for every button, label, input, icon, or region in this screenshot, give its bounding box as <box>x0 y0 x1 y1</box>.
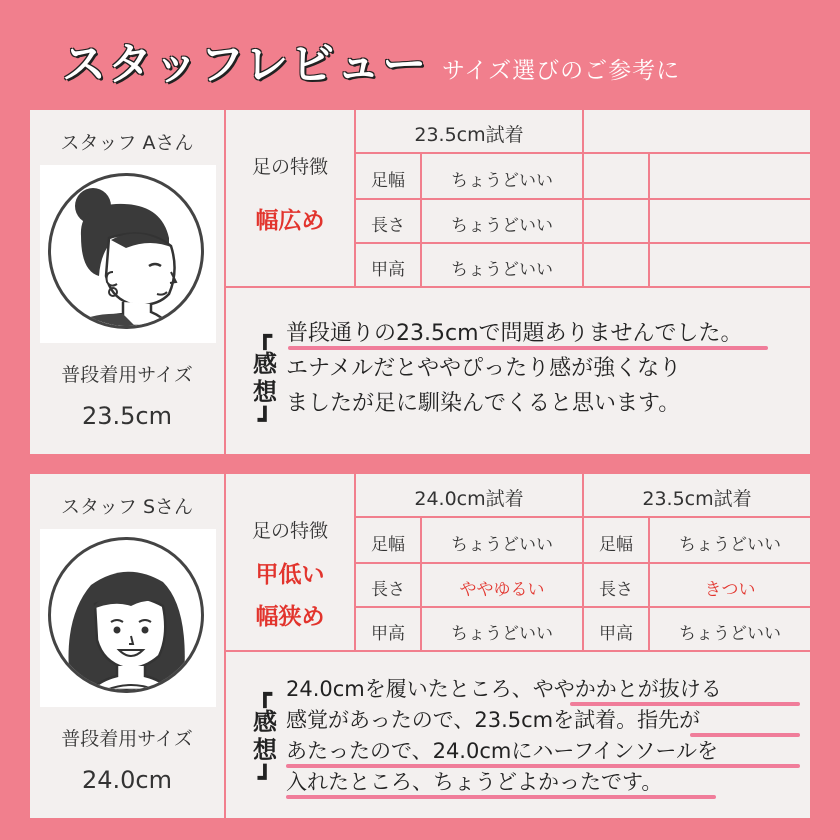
trial-size-header: 24.0cm試着 <box>414 488 524 510</box>
divider <box>226 650 810 652</box>
foot-trait: 甲低い <box>255 562 325 588</box>
divider <box>226 286 810 288</box>
trial-size-header: 23.5cm試着 <box>414 124 524 146</box>
impression-bracket-top: ┏ <box>257 322 273 350</box>
impression-line: 24.0cmを履いたところ、ややかかとが抜ける <box>286 677 722 701</box>
row-value: ちょうどいい <box>679 535 781 555</box>
impression-line: 感覚があったので、23.5cmを試着。指先が <box>286 708 701 732</box>
row-label: 長さ <box>599 580 633 600</box>
page-title: スタッフレビュー <box>62 39 429 90</box>
foot-trait: 幅狭め <box>255 604 325 630</box>
staff-s-profile <box>30 474 226 818</box>
row-label: 甲高 <box>371 624 405 644</box>
staff-a-impression <box>286 316 806 421</box>
impression-line: 普段通りの23.5cmで問題ありませんでした。 <box>286 321 743 346</box>
row-value: きつい <box>704 580 756 600</box>
row-label: 甲高 <box>371 260 405 280</box>
highlight-underline <box>288 346 768 350</box>
row-label: 足幅 <box>371 171 405 191</box>
row-value: ちょうどいい <box>679 624 781 644</box>
impression-char-1: 感 <box>253 708 277 736</box>
row-label: 足幅 <box>599 535 633 555</box>
staff-a-usual-size: 23.5cm <box>81 402 172 430</box>
impression-line: あたったので、24.0cmにハーフインソールを <box>286 739 718 763</box>
staff-s-fit-table <box>356 474 810 650</box>
row-value: ちょうどいい <box>451 535 553 555</box>
highlight-underline <box>570 702 800 706</box>
staff-a-fit-table <box>356 110 810 286</box>
staff-s-name: スタッフ Sさん <box>60 496 194 518</box>
foot-traits-label: 足の特徴 <box>251 520 328 542</box>
header <box>0 0 840 100</box>
foot-trait: 幅広め <box>255 208 325 234</box>
row-label: 長さ <box>371 216 405 236</box>
woman-bun-avatar-icon <box>48 173 204 329</box>
highlight-underline <box>286 764 800 768</box>
impression-bracket-bottom: ┛ <box>257 764 273 792</box>
page-subtitle: サイズ選びのご参考に <box>442 58 681 84</box>
staff-s-avatar <box>40 529 216 707</box>
staff-a-name: スタッフ Aさん <box>60 132 194 154</box>
row-label: 長さ <box>371 580 405 600</box>
impression-line: 入れたところ、ちょうどよかったです。 <box>286 770 663 794</box>
impression-bracket-bottom: ┛ <box>257 406 273 434</box>
row-label: 甲高 <box>599 624 633 644</box>
row-value: ややゆるい <box>459 580 545 600</box>
foot-traits-label: 足の特徴 <box>251 156 328 178</box>
impression-char-2: 想 <box>253 736 277 764</box>
staff-s-foot-traits <box>226 474 356 650</box>
highlight-underline <box>690 733 800 737</box>
row-value: ちょうどいい <box>451 171 553 191</box>
impression-bracket-top: ┏ <box>257 680 273 708</box>
impression-bracket <box>248 680 282 792</box>
staff-s-review-card <box>30 474 810 818</box>
row-value: ちょうどいい <box>451 260 553 280</box>
woman-long-hair-avatar-icon <box>48 537 204 693</box>
staff-a-profile <box>30 110 226 454</box>
staff-a-avatar <box>40 165 216 343</box>
highlight-underline <box>286 795 716 799</box>
staff-a-foot-traits <box>226 110 356 286</box>
impression-char-2: 想 <box>253 378 277 406</box>
staff-s-usual-size-label: 普段着用サイズ <box>61 728 193 750</box>
row-label: 足幅 <box>371 535 405 555</box>
impression-line: エナメルだとややぴったり感が強くなり <box>286 356 682 381</box>
impression-char-1: 感 <box>253 350 277 378</box>
row-value: ちょうどいい <box>451 216 553 236</box>
staff-s-usual-size: 24.0cm <box>81 766 172 794</box>
staff-a-usual-size-label: 普段着用サイズ <box>61 364 193 386</box>
trial-size-header: 23.5cm試着 <box>642 488 752 510</box>
impression-line: ましたが足に馴染んでくると思います。 <box>286 391 681 416</box>
row-value: ちょうどいい <box>451 624 553 644</box>
impression-bracket <box>248 322 282 434</box>
staff-a-review-card <box>30 110 810 454</box>
